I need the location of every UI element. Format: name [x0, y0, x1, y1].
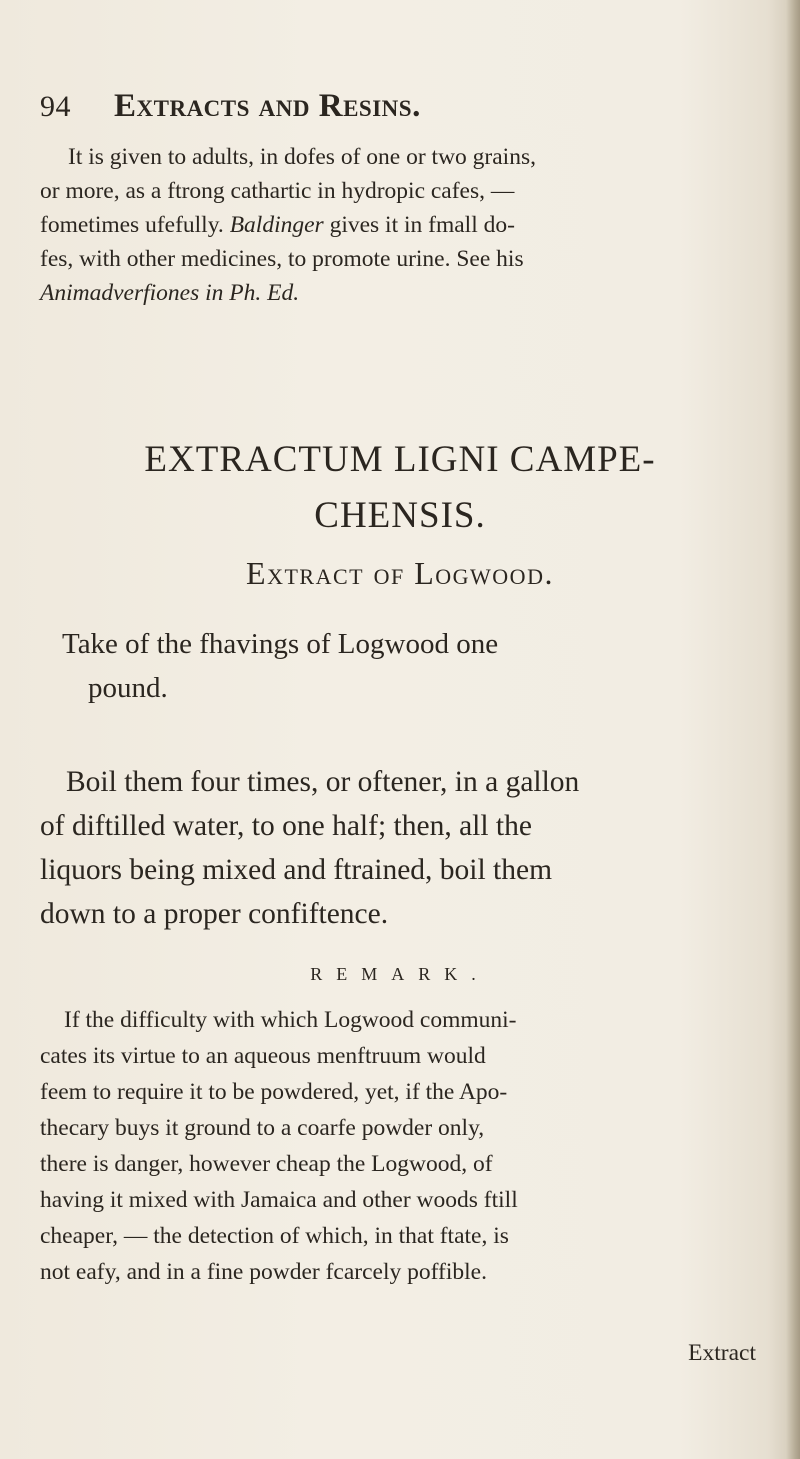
running-head [40, 88, 740, 125]
book-title-animadversiones: Animadverfiones in Ph. Ed. [40, 280, 300, 306]
note-line-1: If the difficulty with which Logwood communi- [64, 1007, 517, 1033]
recipe-2-line-1: Boil them four times, or oftener, in a gallon [66, 766, 580, 798]
recipe-step-1 [62, 622, 762, 710]
section-heading-line-1: EXTRACTUM LIGNI CAMPE- [144, 439, 656, 480]
note-line-6: having it mixed with Jamaica and other woods ftill [40, 1187, 518, 1213]
intro-line-2: or more, as a ftrong cathartic in hydropic cafes, — [40, 178, 515, 204]
intro-line-4: fes, with other medicines, to promote urine. See his [40, 246, 524, 272]
note-line-8: not eafy, and in a fine powder fcarcely poffible. [40, 1259, 487, 1285]
recipe-2-line-2: of diftilled water, to one half; then, all the [40, 810, 532, 842]
running-head-title: Extracts and Resins. [114, 88, 421, 124]
remark-paragraph [40, 1002, 766, 1290]
recipe-2-line-3: liquors being mixed and ftrained, boil them [40, 854, 553, 886]
note-line-3: feem to require it to be powdered, yet, if the Apo- [40, 1079, 508, 1105]
intro-line-3-rest: gives it in fmall do- [329, 212, 515, 238]
author-name-baldinger: Baldinger [229, 212, 324, 238]
recipe-step-2 [40, 760, 766, 936]
note-line-2: cates its virtue to an aqueous menftruum would [40, 1043, 486, 1069]
intro-paragraph [40, 140, 762, 310]
subheading-text: Extract of Logwood. [246, 555, 554, 591]
note-line-7: cheaper, — the detection of which, in that ftate, is [40, 1223, 509, 1249]
intro-line-5 [40, 276, 762, 310]
page-edge-shadow [786, 0, 800, 1459]
recipe-2-line-4: down to a proper confiftence. [40, 898, 389, 930]
intro-line-1: It is given to adults, in dofes of one or two grains, [68, 144, 536, 170]
note-line-4: thecary buys it ground to a coarfe powder only, [40, 1115, 485, 1141]
section-heading-line-2: CHENSIS. [314, 495, 486, 536]
section-subheading [40, 555, 760, 592]
note-line-5: there is danger, however cheap the Logwood, of [40, 1151, 493, 1177]
intro-line-3-text: fometimes ufefully. [40, 212, 224, 238]
catchword: Extract [688, 1340, 756, 1366]
intro-line-3 [40, 208, 762, 242]
recipe-1-line-1: Take of the fhavings of Logwood one [62, 628, 499, 660]
remark-label: REMARK. [310, 964, 490, 984]
recipe-1-line-2: pound. [88, 672, 168, 704]
page-number: 94 [40, 90, 71, 123]
